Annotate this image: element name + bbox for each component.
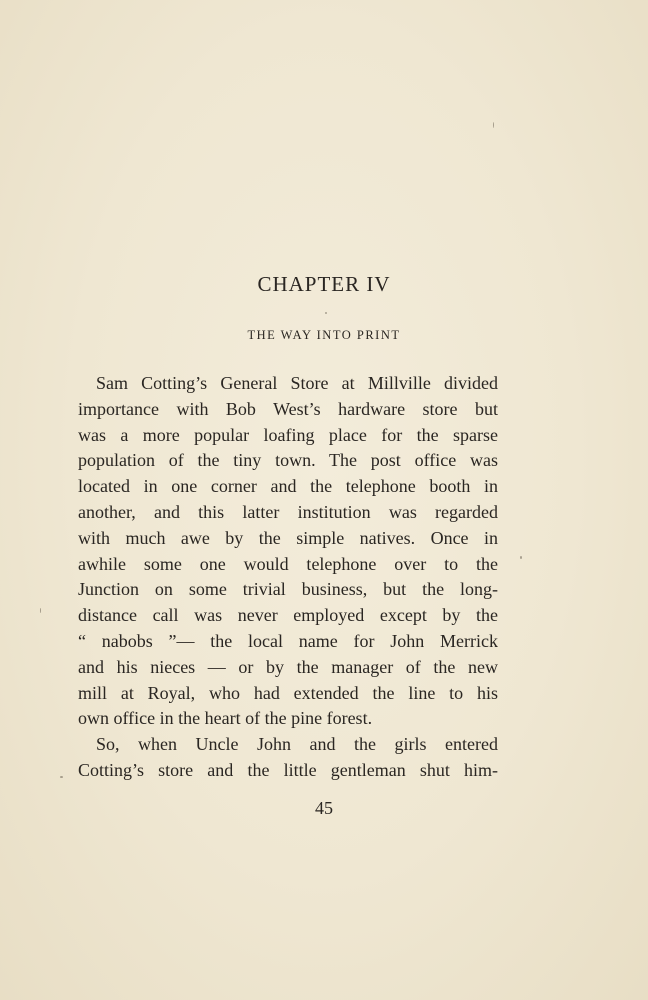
text-line: Cotting’s store and the little gentleman shut him- bbox=[78, 759, 498, 780]
text-line: Sam Cotting’s General Store at Millville divided bbox=[96, 373, 498, 393]
text-line: located in one corner and the telephone booth in bbox=[78, 476, 498, 497]
text-line: with much awe by the simple natives. Once in bbox=[78, 527, 498, 548]
body-text bbox=[78, 371, 498, 784]
paper-speck bbox=[60, 776, 63, 778]
paragraph bbox=[78, 371, 498, 732]
paper-speck bbox=[520, 556, 522, 559]
text-line: Junction on some trivial business, but the long- bbox=[78, 579, 498, 600]
text-line: another, and this latter institution was regarded bbox=[78, 501, 498, 522]
text-line: So, when Uncle John and the girls entered bbox=[96, 734, 498, 755]
paper-speck bbox=[493, 122, 494, 128]
text-line: own office in the heart of the pine forest. bbox=[78, 708, 373, 729]
text-line: distance call was never employed except by the bbox=[78, 605, 498, 626]
chapter-title: THE WAY INTO PRINT bbox=[247, 328, 401, 342]
page-number: 45 bbox=[315, 798, 333, 818]
text-line: importance with Bob West’s hardware store but bbox=[78, 398, 498, 419]
text-line: awhile some one would telephone over to the bbox=[78, 553, 498, 574]
paper-speck bbox=[325, 312, 327, 314]
paper-speck bbox=[40, 608, 41, 613]
text-line: was a more popular loafing place for the sparse bbox=[78, 424, 498, 445]
chapter-heading: CHAPTER IV bbox=[257, 272, 391, 296]
text-line: and his nieces — or by the manager of the new bbox=[78, 656, 498, 677]
text-line: mill at Royal, who had extended the line to his bbox=[78, 682, 498, 703]
paragraph bbox=[78, 732, 498, 784]
text-line: “ nabobs ”— the local name for John Merrick bbox=[78, 630, 498, 651]
text-line: population of the tiny town. The post office was bbox=[78, 450, 498, 471]
